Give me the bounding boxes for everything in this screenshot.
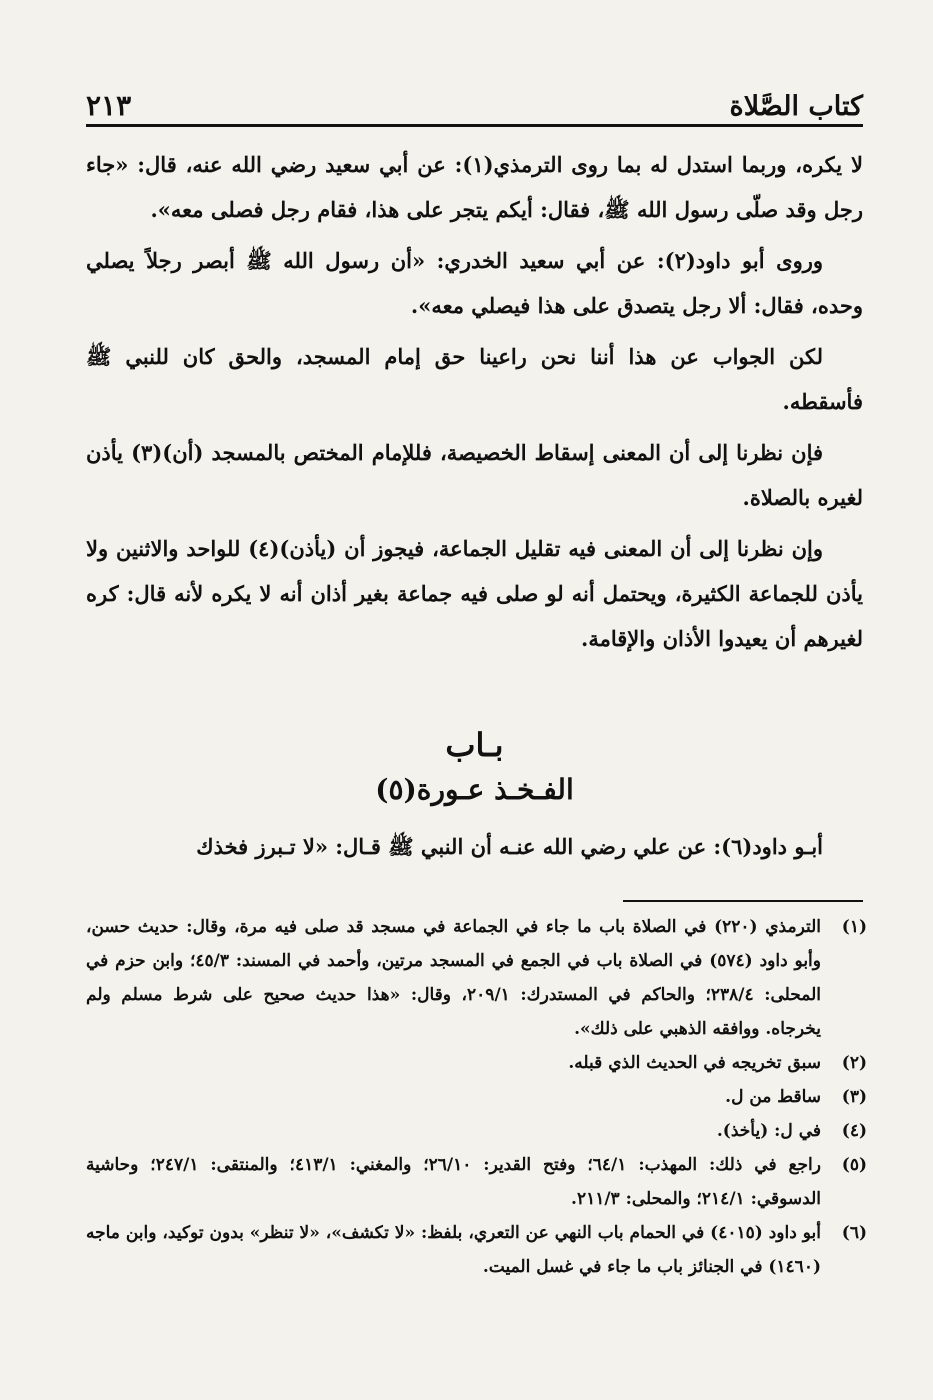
- page-number: ٢١٣: [86, 89, 132, 122]
- footnote-text: في ل: (يأخذ).: [716, 1121, 821, 1141]
- paragraph: وإن نظرنا إلى أن المعنى فيه تقليل الجماعة، فيجوز أن (يأذن)(٤) للواحد والاثنين ولا يأذن للجماعة الكثيرة، ويحتمل أنه لو صلى فيه جماعة بغير أذان أنه لا يكره لأنه قال: كره لغيرهم أن يعيدوا الأذان والإقامة.: [86, 536, 863, 651]
- footnote: [86, 1114, 867, 1148]
- footnote: [86, 1216, 867, 1284]
- footnote-text: ساقط من ل.: [725, 1087, 821, 1107]
- paragraph: وروى أبو داود(٢): عن أبي سعيد الخدري: «أن رسول الله ﷺ أبصر رجلاً يصلي وحده، فقال: ألا رجل يتصدق على هذا فيصلي معه».: [86, 248, 863, 318]
- chapter-label: بـاب: [445, 726, 504, 764]
- footnote: [86, 1046, 867, 1080]
- paragraph: لكن الجواب عن هذا أننا نحن راعينا حق إمام المسجد، والحق كان للنبي ﷺ فأسقطه.: [86, 344, 863, 414]
- footnote-text: سبق تخريجه في الحديث الذي قبله.: [568, 1053, 821, 1073]
- footnote: [86, 1148, 867, 1216]
- footnote-number: (٥): [841, 1155, 867, 1175]
- footnote-number: (٣): [841, 1087, 867, 1107]
- paragraph: لا يكره، وربما استدل له بما روى الترمذي(١): عن أبي سعيد رضي الله عنه، قال: «جاء رجل وقد صلّى رسول الله ﷺ، فقال: أيكم يتجر على هذا، فقام رجل فصلى معه».: [86, 152, 863, 222]
- page-header: [86, 78, 863, 122]
- paragraph: فإن نظرنا إلى أن المعنى إسقاط الخصيصة، فللإمام المختص بالمسجد (أن)(٣) يأذن لغيره بالصلاة.: [86, 440, 863, 510]
- footnote-text: أبو داود (٤٠١٥) في الحمام باب النهي عن التعري، بلفظ: «لا تكشف»، «لا تنظر» بدون توكيد، وابن ماجه (١٤٦٠) في الجنائز باب ما جاء في غسل الميت.: [86, 1223, 821, 1277]
- footnote-number: (٦): [841, 1223, 867, 1243]
- chapter-heading: [86, 722, 863, 812]
- footnote: [86, 1080, 867, 1114]
- footnote-rule: [623, 900, 863, 902]
- chapter-title: الفـخـذ عـورة(٥): [375, 773, 574, 806]
- footnote-number: (١): [841, 917, 867, 937]
- main-text: [86, 142, 863, 667]
- running-title: كتاب الصَّلاة: [729, 91, 863, 122]
- footnote-number: (٢): [841, 1053, 867, 1073]
- header-rule: [86, 124, 863, 127]
- footnote-number: (٤): [841, 1121, 867, 1141]
- footnotes: [86, 910, 867, 1284]
- footnote: [86, 910, 867, 1046]
- chapter-first-paragraph: أبـو داود(٦): عن علي رضي الله عنـه أن النبي ﷺ قـال: «لا تـبرز فخذك: [196, 834, 823, 859]
- footnote-text: الترمذي (٢٢٠) في الصلاة باب ما جاء في الجماعة في مسجد قد صلى فيه مرة، وقال: حديث حسن، وأبو داود (٥٧٤) في الصلاة باب في الجمع في المسجد مرتين، وأحمد في المسند: ٤٥/٣؛ وابن حزم في المحلى: ٢٣٨/٤؛ والحاكم في المستدرك: ٢٠٩/١، وقال: «هذا حديث صحيح على شرط مسلم ولم يخرجاه. ووافقه الذهبي على ذلك».: [86, 917, 821, 1039]
- footnote-text: راجع في ذلك: المهذب: ٦٤/١؛ وفتح القدير: ٢٦/١٠؛ والمغني: ٤١٣/١؛ والمنتقى: ٢٤٧/١؛ وحاشية الدسوقي: ٢١٤/١؛ والمحلى: ٢١١/٣.: [86, 1155, 821, 1209]
